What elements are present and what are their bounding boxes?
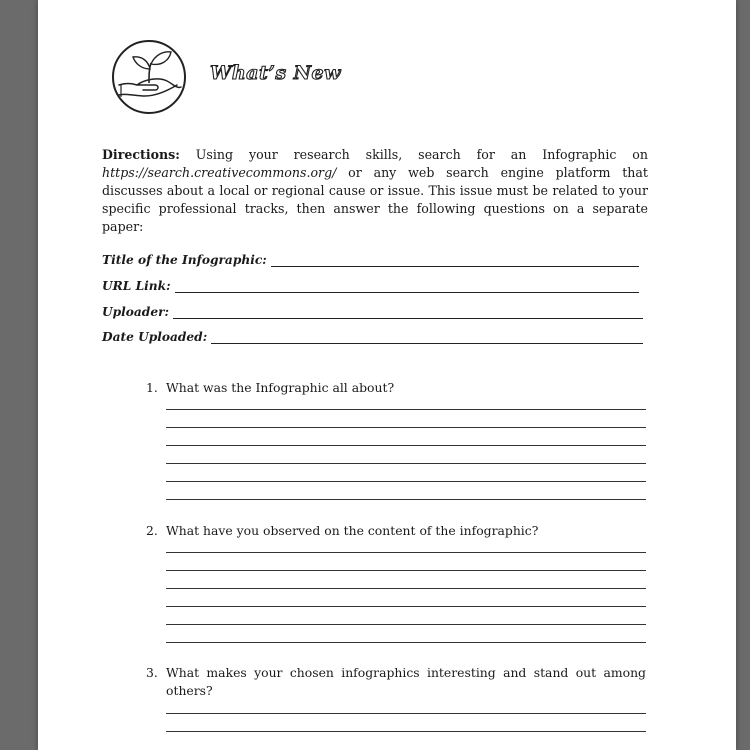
question-1 xyxy=(146,379,646,397)
url-field-line[interactable] xyxy=(175,280,639,293)
directions-paragraph xyxy=(102,146,648,236)
url-field xyxy=(102,279,639,293)
question-3 xyxy=(146,664,646,700)
title-field-line[interactable] xyxy=(271,254,639,267)
directions-url: https://search.creativecommons.org/ xyxy=(102,165,337,180)
directions-text-part-1: Using your research skills, search for an Infographic on xyxy=(179,147,648,162)
answer-line[interactable] xyxy=(166,624,646,625)
answer-line[interactable] xyxy=(166,713,646,714)
answer-line[interactable] xyxy=(166,570,646,571)
answer-line[interactable] xyxy=(166,445,646,446)
uploader-field xyxy=(102,305,643,319)
uploader-field-line[interactable] xyxy=(173,306,643,319)
answer-line[interactable] xyxy=(166,463,646,464)
date-uploaded-field-line[interactable] xyxy=(211,331,643,344)
directions-label: Directions: xyxy=(102,147,180,162)
question-number: 2. xyxy=(146,523,158,538)
title-field-label: Title of the Infographic: xyxy=(102,253,267,267)
worksheet-page xyxy=(38,0,736,750)
question-text: What makes your chosen infographics interesting and stand out among others? xyxy=(166,665,646,698)
answer-line[interactable] xyxy=(166,642,646,643)
answer-line[interactable] xyxy=(166,552,646,553)
answer-line[interactable] xyxy=(166,731,646,732)
date-uploaded-field xyxy=(102,330,643,344)
question-text: What was the Infographic all about? xyxy=(166,380,395,395)
hand-holding-seedling-icon xyxy=(111,39,187,115)
answer-line[interactable] xyxy=(166,606,646,607)
question-2 xyxy=(146,522,646,540)
page-title: What’s New xyxy=(210,62,341,84)
uploader-field-label: Uploader: xyxy=(102,305,170,319)
directions-text-part-2: or any web search engine platform that discusses about a local or regional cause or issue. This issue must be related to your specific professional tracks, then answer the following questions on a separate paper: xyxy=(102,165,648,234)
answer-line[interactable] xyxy=(166,409,646,410)
answer-line[interactable] xyxy=(166,588,646,589)
date-uploaded-field-label: Date Uploaded: xyxy=(102,330,208,344)
question-number: 3. xyxy=(146,665,158,680)
url-field-label: URL Link: xyxy=(102,279,171,293)
answer-line[interactable] xyxy=(166,481,646,482)
title-field xyxy=(102,253,639,267)
question-text: What have you observed on the content of the infographic? xyxy=(166,523,539,538)
question-number: 1. xyxy=(146,380,158,395)
answer-line[interactable] xyxy=(166,427,646,428)
answer-line[interactable] xyxy=(166,499,646,500)
